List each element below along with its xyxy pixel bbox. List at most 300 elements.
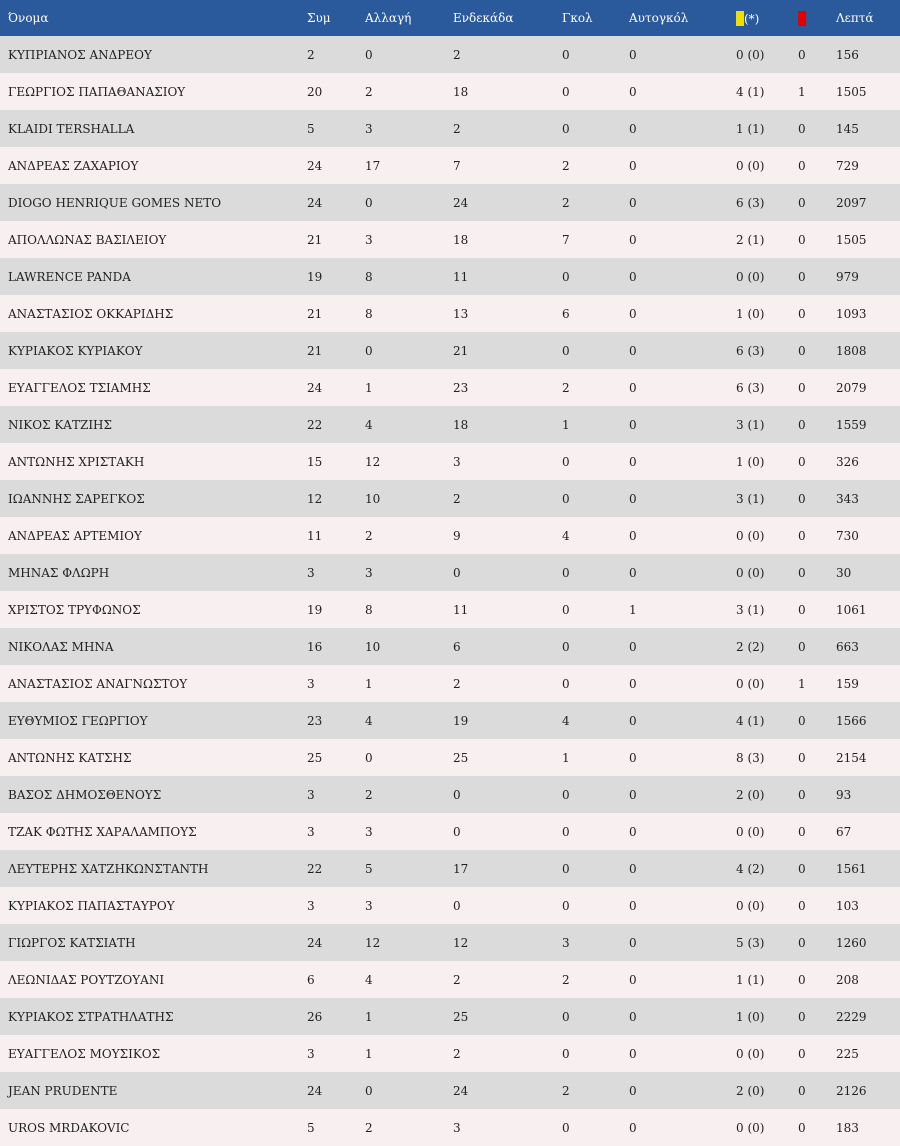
cell-own-goals: 0 [629,750,637,765]
cell-yellow-cards: 6 (3) [736,380,765,395]
cell-yellow-cards: 3 (1) [736,417,765,432]
cell-subs: 17 [365,158,381,173]
cell-own-goals: 0 [629,47,637,62]
cell-starts: 23 [453,380,469,395]
cell-minutes: 1093 [836,306,867,321]
cell-minutes: 1808 [836,343,867,358]
cell-starts: 6 [453,639,461,654]
cell-yellow-cards: 1 (1) [736,121,765,136]
cell-name: LAWRENCE PANDA [8,269,131,284]
cell-yellow-cards: 0 (0) [736,1046,765,1061]
cell-subs: 10 [365,491,381,506]
cell-name: ΑΝΑΣΤΑΣΙΟΣ ΟΚΚΑΡΙΔΗΣ [8,306,174,321]
cell-red-cards: 0 [798,1009,806,1024]
cell-yellow-cards: 2 (0) [736,787,765,802]
table-row [0,702,900,739]
cell-own-goals: 0 [629,454,637,469]
cell-red-cards: 0 [798,1120,806,1135]
cell-apps: 24 [307,380,323,395]
cell-apps: 19 [307,602,323,617]
cell-yellow-cards: 1 (0) [736,306,765,321]
cell-own-goals: 0 [629,935,637,950]
table-row [0,110,900,147]
table-row [0,332,900,369]
cell-apps: 12 [307,491,323,506]
cell-own-goals: 0 [629,343,637,358]
cell-apps: 25 [307,750,323,765]
table-row [0,998,900,1035]
cell-red-cards: 0 [798,454,806,469]
cell-goals: 0 [562,602,570,617]
cell-subs: 2 [365,528,373,543]
cell-own-goals: 0 [629,306,637,321]
cell-subs: 8 [365,269,373,284]
cell-red-cards: 0 [798,1083,806,1098]
cell-yellow-cards: 4 (1) [736,84,765,99]
cell-subs: 4 [365,417,373,432]
cell-subs: 3 [365,824,373,839]
cell-goals: 6 [562,306,570,321]
cell-own-goals: 0 [629,972,637,987]
cell-name: ΚΥΡΙΑΚΟΣ ΣΤΡΑΤΗΛΑΤΗΣ [8,1009,174,1024]
cell-red-cards: 0 [798,269,806,284]
cell-apps: 3 [307,1046,315,1061]
cell-starts: 2 [453,1046,461,1061]
cell-name: ΜΗΝΑΣ ΦΛΩΡΗ [8,565,110,580]
cell-red-cards: 0 [798,121,806,136]
cell-apps: 21 [307,343,323,358]
yellow-card-icon [736,11,744,26]
cell-goals: 0 [562,787,570,802]
cell-subs: 3 [365,898,373,913]
cell-red-cards: 0 [798,824,806,839]
cell-starts: 21 [453,343,469,358]
cell-red-cards: 1 [798,676,806,691]
table-row [0,1035,900,1072]
cell-minutes: 159 [836,676,859,691]
cell-yellow-cards: 1 (0) [736,1009,765,1024]
cell-name: ΚΥΠΡΙΑΝΟΣ ΑΝΔΡΕΟΥ [8,47,152,62]
cell-yellow-cards: 0 (0) [736,565,765,580]
cell-red-cards: 0 [798,861,806,876]
cell-yellow-cards: 6 (3) [736,343,765,358]
cell-yellow-cards: 1 (1) [736,972,765,987]
cell-minutes: 1260 [836,935,867,950]
cell-goals: 1 [562,417,570,432]
cell-red-cards: 0 [798,306,806,321]
cell-apps: 5 [307,1120,315,1135]
cell-own-goals: 0 [629,84,637,99]
cell-minutes: 2079 [836,380,867,395]
cell-minutes: 1566 [836,713,867,728]
cell-red-cards: 0 [798,1046,806,1061]
cell-apps: 20 [307,84,323,99]
cell-goals: 0 [562,861,570,876]
cell-own-goals: 0 [629,824,637,839]
cell-name: ΑΠΟΛΛΩΝΑΣ ΒΑΣΙΛΕΙΟΥ [8,232,167,247]
cell-yellow-cards: 0 (0) [736,1120,765,1135]
cell-yellow-cards: 1 (0) [736,454,765,469]
cell-goals: 0 [562,676,570,691]
cell-red-cards: 0 [798,972,806,987]
table-row [0,295,900,332]
table-row [0,776,900,813]
cell-goals: 0 [562,639,570,654]
cell-yellow-cards: 0 (0) [736,898,765,913]
cell-yellow-cards: 2 (2) [736,639,765,654]
cell-name: ΝΙΚΟΛΑΣ ΜΗΝΑ [8,639,114,654]
cell-starts: 0 [453,898,461,913]
cell-goals: 2 [562,380,570,395]
cell-starts: 9 [453,528,461,543]
cell-yellow-cards: 2 (0) [736,1083,765,1098]
table-row [0,739,900,776]
cell-own-goals: 0 [629,565,637,580]
cell-subs: 1 [365,676,373,691]
cell-yellow-cards: 0 (0) [736,158,765,173]
cell-apps: 21 [307,232,323,247]
cell-red-cards: 0 [798,713,806,728]
cell-name: DIOGO HENRIQUE GOMES NETO [8,195,222,210]
cell-subs: 2 [365,1120,373,1135]
cell-name: ΝΙΚΟΣ ΚΑΤΖΙΗΣ [8,417,113,432]
cell-red-cards: 0 [798,491,806,506]
cell-minutes: 979 [836,269,859,284]
cell-name: ΚΥΡΙΑΚΟΣ ΠΑΠΑΣΤΑΥΡΟΥ [8,898,175,913]
cell-yellow-cards: 0 (0) [736,528,765,543]
table-row [0,73,900,110]
cell-starts: 17 [453,861,469,876]
cell-goals: 0 [562,454,570,469]
cell-subs: 2 [365,84,373,99]
cell-minutes: 663 [836,639,859,654]
cell-apps: 5 [307,121,315,136]
cell-red-cards: 0 [798,565,806,580]
cell-apps: 2 [307,47,315,62]
cell-red-cards: 0 [798,343,806,358]
cell-own-goals: 0 [629,417,637,432]
cell-subs: 0 [365,1083,373,1098]
cell-yellow-cards: 6 (3) [736,195,765,210]
cell-red-cards: 0 [798,417,806,432]
cell-name: ΙΩΑΝΝΗΣ ΣΑΡΕΓΚΟΣ [8,491,145,506]
col-header-red-cards[interactable] [798,0,836,36]
cell-own-goals: 0 [629,1083,637,1098]
cell-starts: 25 [453,750,469,765]
yellow-card-suffix: (*) [744,11,760,26]
cell-own-goals: 0 [629,676,637,691]
col-header-own-goals[interactable]: Αυτογκόλ [629,11,689,25]
cell-yellow-cards: 2 (1) [736,232,765,247]
cell-apps: 6 [307,972,315,987]
table-row [0,258,900,295]
cell-red-cards: 0 [798,750,806,765]
cell-goals: 0 [562,47,570,62]
table-row [0,369,900,406]
cell-apps: 3 [307,824,315,839]
cell-minutes: 2126 [836,1083,867,1098]
cell-own-goals: 0 [629,121,637,136]
cell-apps: 22 [307,861,323,876]
cell-minutes: 2154 [836,750,867,765]
cell-minutes: 1559 [836,417,867,432]
cell-starts: 24 [453,1083,469,1098]
cell-red-cards: 0 [798,935,806,950]
cell-minutes: 208 [836,972,859,987]
cell-apps: 16 [307,639,323,654]
cell-red-cards: 0 [798,195,806,210]
cell-subs: 2 [365,787,373,802]
cell-apps: 26 [307,1009,323,1024]
cell-own-goals: 0 [629,232,637,247]
cell-own-goals: 0 [629,1009,637,1024]
cell-goals: 1 [562,750,570,765]
cell-subs: 1 [365,1046,373,1061]
cell-starts: 2 [453,491,461,506]
cell-starts: 0 [453,824,461,839]
cell-goals: 4 [562,713,570,728]
cell-name: ΛΕΩΝΙΔΑΣ ΡΟΥΤΖΟΥΑΝΙ [8,972,165,987]
cell-subs: 3 [365,121,373,136]
table-row [0,961,900,998]
cell-minutes: 729 [836,158,859,173]
cell-starts: 24 [453,195,469,210]
cell-own-goals: 0 [629,380,637,395]
cell-goals: 0 [562,269,570,284]
table-row [0,813,900,850]
cell-starts: 25 [453,1009,469,1024]
cell-apps: 24 [307,195,323,210]
cell-name: ΕΥΑΓΓΕΛΟΣ ΤΣΙΑΜΗΣ [8,380,151,395]
table-row [0,924,900,961]
col-header-goals[interactable]: Γκολ [562,11,593,25]
cell-name: ΧΡΙΣΤΟΣ ΤΡΥΦΩΝΟΣ [8,602,141,617]
table-header [0,0,900,36]
table-row [0,184,900,221]
cell-name: ΑΝΤΩΝΗΣ ΧΡΙΣΤΑΚΗ [8,454,145,469]
cell-red-cards: 0 [798,380,806,395]
cell-goals: 2 [562,158,570,173]
cell-starts: 0 [453,565,461,580]
col-header-minutes[interactable]: Λεπτά [836,11,874,25]
cell-name: ΕΥΑΓΓΕΛΟΣ ΜΟΥΣΙΚΟΣ [8,1046,161,1061]
cell-subs: 4 [365,713,373,728]
cell-starts: 3 [453,454,461,469]
table-body [0,36,900,1146]
table-row [0,221,900,258]
cell-goals: 0 [562,1120,570,1135]
cell-apps: 24 [307,1083,323,1098]
cell-minutes: 2229 [836,1009,867,1024]
cell-name: ΓΙΩΡΓΟΣ ΚΑΤΣΙΑΤΗ [8,935,136,950]
cell-apps: 3 [307,787,315,802]
table-row [0,887,900,924]
table-row [0,443,900,480]
cell-minutes: 1561 [836,861,867,876]
cell-starts: 11 [453,602,469,617]
cell-yellow-cards: 3 (1) [736,491,765,506]
cell-own-goals: 0 [629,158,637,173]
cell-minutes: 156 [836,47,859,62]
cell-goals: 0 [562,565,570,580]
cell-own-goals: 0 [629,528,637,543]
col-header-starts[interactable]: Ενδεκάδα [453,11,514,25]
cell-goals: 7 [562,232,570,247]
cell-red-cards: 0 [798,639,806,654]
cell-subs: 5 [365,861,373,876]
cell-name: KLAIDI TERSHALLA [8,121,135,136]
cell-starts: 18 [453,417,469,432]
cell-name: ΓΕΩΡΓΙΟΣ ΠΑΠΑΘΑΝΑΣΙΟΥ [8,84,186,99]
cell-yellow-cards: 0 (0) [736,824,765,839]
col-header-apps[interactable]: Συμ [307,11,331,25]
cell-starts: 0 [453,787,461,802]
cell-yellow-cards: 4 (1) [736,713,765,728]
cell-apps: 3 [307,676,315,691]
cell-minutes: 30 [836,565,852,580]
col-header-subs[interactable]: Αλλαγή [365,11,412,25]
cell-red-cards: 0 [798,787,806,802]
cell-goals: 2 [562,195,570,210]
cell-yellow-cards: 3 (1) [736,602,765,617]
table-row [0,1072,900,1109]
cell-starts: 2 [453,676,461,691]
cell-own-goals: 0 [629,861,637,876]
cell-red-cards: 1 [798,84,806,99]
cell-minutes: 2097 [836,195,867,210]
cell-starts: 18 [453,232,469,247]
cell-minutes: 145 [836,121,859,136]
cell-starts: 12 [453,935,469,950]
table-row [0,1109,900,1146]
cell-name: ΛΕΥΤΕΡΗΣ ΧΑΤΖΗΚΩΝΣΤΑΝΤΗ [8,861,209,876]
cell-yellow-cards: 5 (3) [736,935,765,950]
cell-minutes: 343 [836,491,859,506]
cell-subs: 0 [365,195,373,210]
table-row [0,480,900,517]
cell-subs: 0 [365,47,373,62]
cell-apps: 19 [307,269,323,284]
cell-red-cards: 0 [798,898,806,913]
cell-own-goals: 0 [629,195,637,210]
cell-own-goals: 0 [629,639,637,654]
cell-goals: 3 [562,935,570,950]
cell-subs: 3 [365,565,373,580]
table-row [0,517,900,554]
col-header-name[interactable]: Όνομα [8,11,49,25]
cell-yellow-cards: 8 (3) [736,750,765,765]
cell-minutes: 103 [836,898,859,913]
cell-red-cards: 0 [798,158,806,173]
cell-minutes: 1505 [836,232,867,247]
cell-goals: 4 [562,528,570,543]
cell-subs: 12 [365,935,381,950]
table-row [0,591,900,628]
table-row [0,36,900,73]
cell-own-goals: 0 [629,898,637,913]
cell-starts: 18 [453,84,469,99]
cell-name: ΑΝΔΡΕΑΣ ΖΑΧΑΡΙΟΥ [8,158,139,173]
table-row [0,554,900,591]
col-header-yellow-cards[interactable] [736,0,798,36]
cell-name: ΚΥΡΙΑΚΟΣ ΚΥΡΙΑΚΟΥ [8,343,143,358]
cell-apps: 24 [307,935,323,950]
table-row [0,147,900,184]
cell-subs: 10 [365,639,381,654]
cell-minutes: 326 [836,454,859,469]
cell-name: UROS MRDAKOVIC [8,1120,130,1135]
cell-starts: 13 [453,306,469,321]
cell-goals: 0 [562,1046,570,1061]
cell-subs: 4 [365,972,373,987]
cell-own-goals: 0 [629,787,637,802]
cell-starts: 2 [453,47,461,62]
cell-yellow-cards: 0 (0) [736,47,765,62]
cell-apps: 21 [307,306,323,321]
cell-yellow-cards: 0 (0) [736,269,765,284]
table-row [0,406,900,443]
cell-goals: 2 [562,972,570,987]
cell-starts: 2 [453,121,461,136]
cell-red-cards: 0 [798,47,806,62]
cell-minutes: 730 [836,528,859,543]
cell-red-cards: 0 [798,232,806,247]
cell-goals: 0 [562,84,570,99]
cell-yellow-cards: 4 (2) [736,861,765,876]
cell-goals: 0 [562,824,570,839]
cell-red-cards: 0 [798,602,806,617]
cell-subs: 8 [365,602,373,617]
cell-goals: 0 [562,491,570,506]
cell-subs: 1 [365,1009,373,1024]
cell-goals: 0 [562,121,570,136]
cell-starts: 7 [453,158,461,173]
cell-subs: 12 [365,454,381,469]
cell-minutes: 183 [836,1120,859,1135]
cell-own-goals: 1 [629,602,637,617]
cell-subs: 0 [365,343,373,358]
cell-goals: 0 [562,1009,570,1024]
cell-name: ΤΖΑΚ ΦΩΤΗΣ ΧΑΡΑΛΑΜΠΟΥΣ [8,824,197,839]
cell-apps: 3 [307,565,315,580]
cell-starts: 3 [453,1120,461,1135]
cell-name: ΑΝΤΩΝΗΣ ΚΑΤΣΗΣ [8,750,132,765]
cell-own-goals: 0 [629,1046,637,1061]
cell-starts: 19 [453,713,469,728]
cell-name: ΕΥΘΥΜΙΟΣ ΓΕΩΡΓΙΟΥ [8,713,148,728]
cell-minutes: 1505 [836,84,867,99]
cell-subs: 3 [365,232,373,247]
cell-minutes: 225 [836,1046,859,1061]
cell-own-goals: 0 [629,491,637,506]
cell-apps: 24 [307,158,323,173]
cell-name: ΑΝΔΡΕΑΣ ΑΡΤΕΜΙΟΥ [8,528,142,543]
cell-name: ΒΑΣΟΣ ΔΗΜΟΣΘΕΝΟΥΣ [8,787,162,802]
cell-own-goals: 0 [629,1120,637,1135]
cell-minutes: 67 [836,824,852,839]
cell-goals: 0 [562,898,570,913]
cell-red-cards: 0 [798,528,806,543]
cell-apps: 11 [307,528,323,543]
cell-subs: 1 [365,380,373,395]
cell-yellow-cards: 0 (0) [736,676,765,691]
cell-goals: 0 [562,343,570,358]
cell-starts: 2 [453,972,461,987]
cell-apps: 22 [307,417,323,432]
cell-goals: 2 [562,1083,570,1098]
cell-own-goals: 0 [629,713,637,728]
cell-subs: 0 [365,750,373,765]
